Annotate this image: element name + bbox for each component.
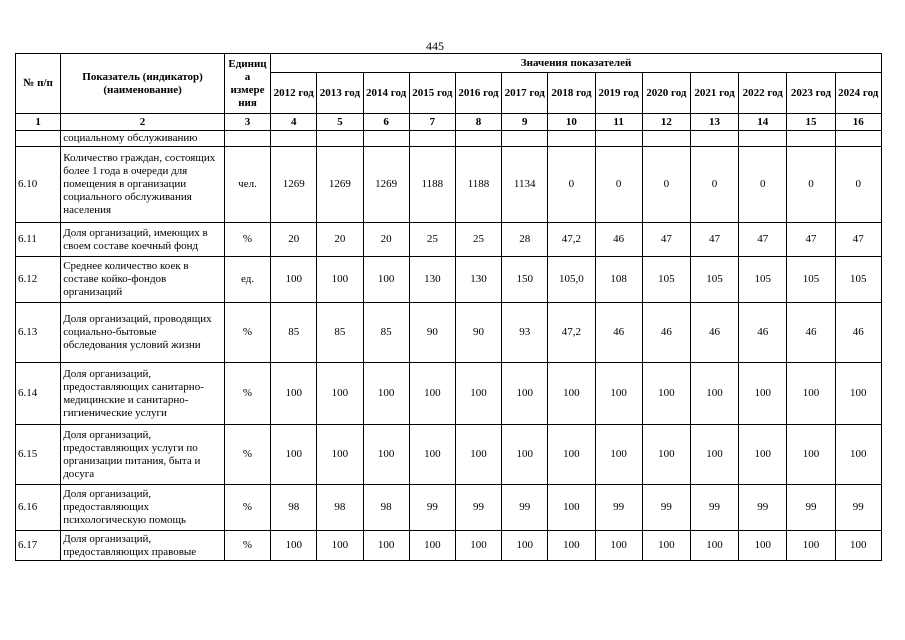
column-index: 9 [502,114,548,131]
value-cell: 99 [690,485,738,531]
row-number: 6.16 [16,485,61,531]
column-index: 11 [595,114,642,131]
value-cell: 85 [363,303,409,363]
column-index: 3 [224,114,270,131]
value-cell: 46 [787,303,835,363]
header-unit: Единиц а измере ния [224,54,270,114]
value-cell: 100 [835,425,881,485]
value-cell: 20 [363,223,409,257]
value-cell: 100 [502,425,548,485]
value-cell: 98 [271,485,317,531]
value-cell: 100 [642,425,690,485]
value-cell: 100 [455,363,501,425]
column-index: 15 [787,114,835,131]
value-cell: 99 [409,485,455,531]
column-index: 5 [317,114,363,131]
value-cell: 0 [739,147,787,223]
table-row [16,303,882,363]
value-cell: 20 [271,223,317,257]
column-index: 7 [409,114,455,131]
header-no: № п/п [16,54,61,114]
indicator-name: Доля организаций, предоставляющих психологическую помощь [61,485,225,531]
value-cell: 46 [595,303,642,363]
table-row [16,363,882,425]
column-index: 6 [363,114,409,131]
value-cell: 85 [317,303,363,363]
value-cell: 100 [363,531,409,561]
value-cell: 1269 [363,147,409,223]
header-year: 2013 год [317,73,363,114]
value-cell: 99 [787,485,835,531]
header-indicator: Показатель (индикатор) (наименование) [61,54,225,114]
value-cell: 1188 [409,147,455,223]
value-cell: 47 [642,223,690,257]
value-cell: 100 [455,531,501,561]
value-cell: 47,2 [548,223,595,257]
value-cell: 0 [642,147,690,223]
value-cell: 100 [739,425,787,485]
value-cell: 100 [690,425,738,485]
value-cell: 90 [409,303,455,363]
header-year: 2016 год [455,73,501,114]
value-cell: 100 [409,425,455,485]
unit: % [224,303,270,363]
unit: % [224,485,270,531]
value-cell: 47 [690,223,738,257]
value-cell: 100 [409,363,455,425]
row-number: 6.11 [16,223,61,257]
value-cell: 28 [502,223,548,257]
column-index: 4 [271,114,317,131]
value-cell: 0 [690,147,738,223]
unit: % [224,223,270,257]
row-number: 6.13 [16,303,61,363]
column-index: 2 [61,114,225,131]
table-row [16,223,882,257]
header-year: 2012 год [271,73,317,114]
row-number: 6.17 [16,531,61,561]
header-year: 2023 год [787,73,835,114]
value-cell: 100 [690,363,738,425]
indicator-name: Доля организаций, имеющих в своем составе коечный фонд [61,223,225,257]
value-cell: 100 [739,363,787,425]
value-cell: 1269 [271,147,317,223]
row-number: 6.12 [16,257,61,303]
indicator-name: Среднее количество коек в составе койко-фондов организаций [61,257,225,303]
value-cell: 100 [271,531,317,561]
header-year: 2018 год [548,73,595,114]
value-cell: 100 [595,425,642,485]
value-cell: 100 [642,363,690,425]
header-year: 2024 год [835,73,881,114]
value-cell: 47 [835,223,881,257]
value-cell: 99 [642,485,690,531]
value-cell: 105 [690,257,738,303]
continuation-text: социальному обслуживанию [61,131,225,147]
value-cell: 100 [787,425,835,485]
value-cell: 100 [548,485,595,531]
value-cell: 100 [363,363,409,425]
value-cell: 100 [271,257,317,303]
indicator-name: Доля организаций, проводящих социально-бытовые обследования условий жизни [61,303,225,363]
header-year: 2015 год [409,73,455,114]
unit: % [224,425,270,485]
value-cell: 0 [595,147,642,223]
value-cell: 99 [835,485,881,531]
value-cell: 100 [363,425,409,485]
value-cell: 98 [363,485,409,531]
value-cell: 100 [835,363,881,425]
column-index: 16 [835,114,881,131]
value-cell: 46 [739,303,787,363]
indicators-table [15,53,882,561]
unit: % [224,363,270,425]
value-cell: 1134 [502,147,548,223]
header-year: 2022 год [739,73,787,114]
value-cell: 20 [317,223,363,257]
value-cell: 85 [271,303,317,363]
column-index: 8 [455,114,501,131]
value-cell: 0 [787,147,835,223]
value-cell: 150 [502,257,548,303]
row-number: 6.15 [16,425,61,485]
value-cell: 100 [502,363,548,425]
value-cell: 100 [835,531,881,561]
indicator-name: Доля организаций, предоставляющих правовые [61,531,225,561]
value-cell: 105 [642,257,690,303]
value-cell: 46 [835,303,881,363]
row-number: 6.14 [16,363,61,425]
page-number: 445 [426,39,444,53]
value-cell: 1269 [317,147,363,223]
table-row [16,425,882,485]
value-cell: 108 [595,257,642,303]
header-year: 2021 год [690,73,738,114]
value-cell: 100 [548,531,595,561]
value-cell: 100 [548,425,595,485]
value-cell: 99 [502,485,548,531]
unit: % [224,531,270,561]
value-cell: 46 [595,223,642,257]
header-year: 2014 год [363,73,409,114]
value-cell: 47 [787,223,835,257]
value-cell: 105,0 [548,257,595,303]
value-cell: 100 [317,425,363,485]
value-cell: 100 [642,531,690,561]
value-cell: 100 [317,363,363,425]
column-index-row [16,114,882,131]
table-row [16,147,882,223]
value-cell: 100 [595,363,642,425]
value-cell: 47,2 [548,303,595,363]
value-cell: 105 [739,257,787,303]
column-index: 12 [642,114,690,131]
value-cell: 100 [317,531,363,561]
value-cell: 100 [690,531,738,561]
value-cell: 0 [835,147,881,223]
value-cell: 100 [787,363,835,425]
header-year: 2017 год [502,73,548,114]
value-cell: 100 [502,531,548,561]
value-cell: 93 [502,303,548,363]
value-cell: 0 [548,147,595,223]
indicator-name: Количество граждан, состоящих более 1 года в очереди для помещения в организации социального обслуживания населения [61,147,225,223]
value-cell: 99 [455,485,501,531]
value-cell: 100 [595,531,642,561]
value-cell: 46 [642,303,690,363]
unit: чел. [224,147,270,223]
value-cell: 99 [739,485,787,531]
row-number: 6.10 [16,147,61,223]
indicator-name: Доля организаций, предоставляющих санитарно-медицинские и санитарно-гигиенические услуги [61,363,225,425]
value-cell: 100 [409,531,455,561]
unit: ед. [224,257,270,303]
value-cell: 100 [787,531,835,561]
column-index: 13 [690,114,738,131]
value-cell: 1188 [455,147,501,223]
header-year: 2019 год [595,73,642,114]
value-cell: 100 [271,425,317,485]
value-cell: 100 [363,257,409,303]
value-cell: 100 [317,257,363,303]
column-index: 1 [16,114,61,131]
table-row [16,485,882,531]
value-cell: 47 [739,223,787,257]
value-cell: 130 [455,257,501,303]
value-cell: 100 [455,425,501,485]
value-cell: 98 [317,485,363,531]
header-year: 2020 год [642,73,690,114]
value-cell: 25 [455,223,501,257]
value-cell: 99 [595,485,642,531]
value-cell: 100 [548,363,595,425]
table-row [16,531,882,561]
value-cell: 100 [271,363,317,425]
column-index: 10 [548,114,595,131]
value-cell: 105 [787,257,835,303]
value-cell: 105 [835,257,881,303]
value-cell: 46 [690,303,738,363]
value-cell: 90 [455,303,501,363]
value-cell: 100 [739,531,787,561]
continuation-row [16,131,882,147]
value-cell: 25 [409,223,455,257]
value-cell: 130 [409,257,455,303]
indicator-name: Доля организаций, предоставляющих услуги по организации питания, быта и досуга [61,425,225,485]
column-index: 14 [739,114,787,131]
table-row [16,257,882,303]
header-values: Значения показателей [271,54,882,73]
